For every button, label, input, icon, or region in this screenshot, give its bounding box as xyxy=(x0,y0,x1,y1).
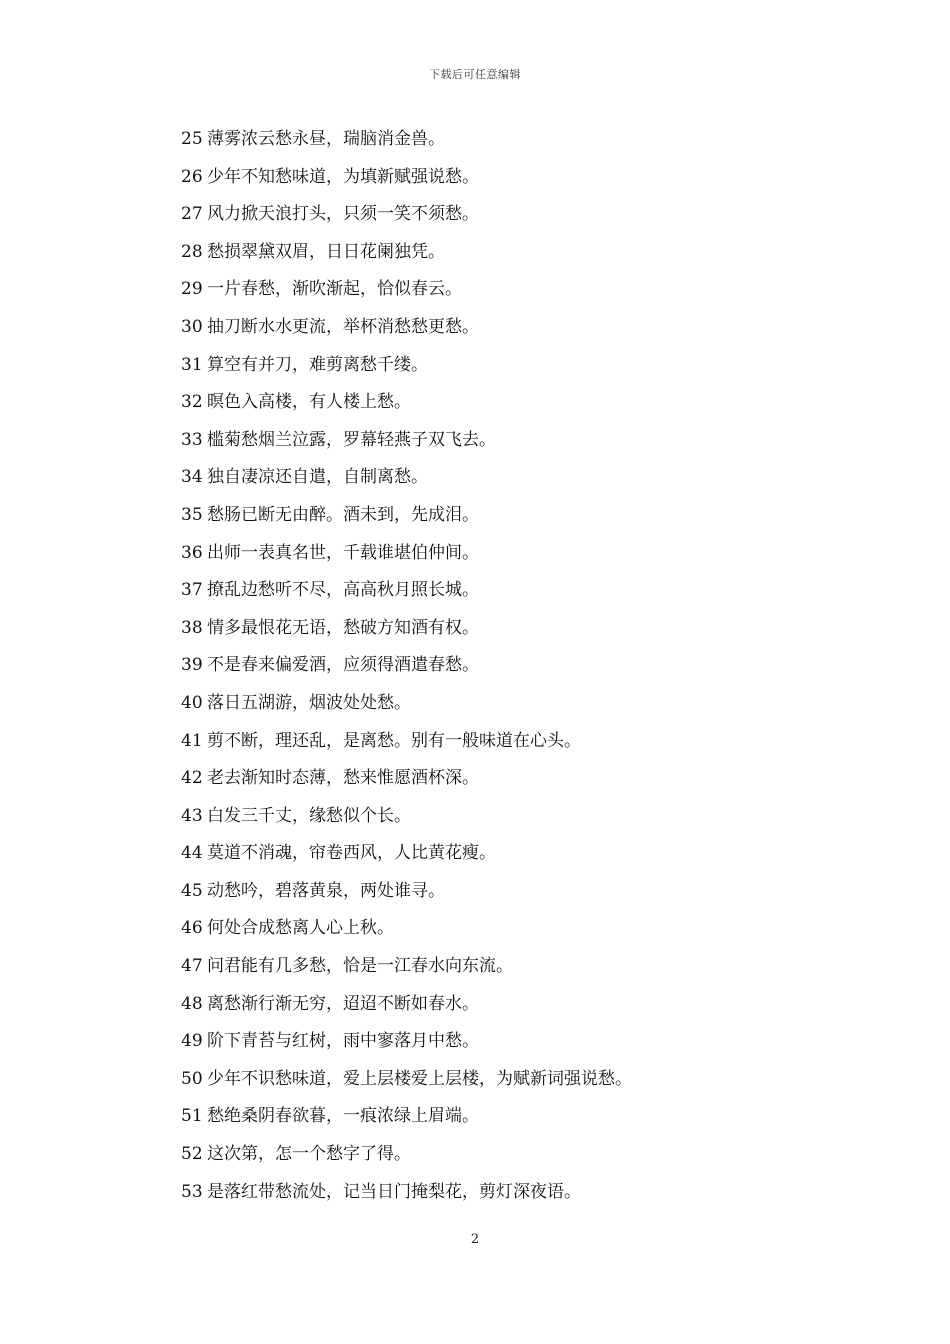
poem-line xyxy=(181,425,881,463)
line-text: 少年不知愁味道，为填新赋强说愁。 xyxy=(207,166,479,187)
poem-line-list xyxy=(181,124,881,1214)
line-number: 51 xyxy=(181,1106,203,1127)
line-text: 白发三千丈，缘愁似个长。 xyxy=(207,805,411,826)
line-text: 独自凄凉还自遣，自制离愁。 xyxy=(207,467,428,488)
line-number: 45 xyxy=(181,880,203,901)
poem-line xyxy=(181,1064,881,1102)
line-number: 37 xyxy=(181,580,203,601)
poem-line xyxy=(181,726,881,764)
line-number: 35 xyxy=(181,504,203,525)
line-text: 一片春愁，渐吹渐起，恰似春云。 xyxy=(207,279,462,300)
line-number: 49 xyxy=(181,1031,203,1052)
line-number: 48 xyxy=(181,993,203,1014)
line-text: 不是春来偏爱酒，应须得酒遣春愁。 xyxy=(207,655,479,676)
line-text: 情多最恨花无语，愁破方知酒有权。 xyxy=(207,617,479,638)
line-text: 愁肠已断无由醉。酒未到，先成泪。 xyxy=(207,504,479,525)
line-number: 50 xyxy=(181,1068,203,1089)
line-number: 36 xyxy=(181,542,203,563)
line-text: 槛菊愁烟兰泣露，罗幕轻燕子双飞去。 xyxy=(207,429,496,450)
line-text: 离愁渐行渐无穷，迢迢不断如春水。 xyxy=(207,993,479,1014)
line-number: 26 xyxy=(181,166,203,187)
line-text: 问君能有几多愁，恰是一江春水向东流。 xyxy=(207,956,513,977)
line-text: 算空有并刀，难剪离愁千缕。 xyxy=(207,354,428,375)
poem-line xyxy=(181,575,881,613)
line-number: 39 xyxy=(181,655,203,676)
line-number: 32 xyxy=(181,392,203,413)
poem-line xyxy=(181,350,881,388)
poem-line xyxy=(181,274,881,312)
line-number: 46 xyxy=(181,918,203,939)
line-number: 30 xyxy=(181,316,203,337)
line-text: 薄雾浓云愁永昼，瑞脑消金兽。 xyxy=(207,129,445,149)
line-number: 53 xyxy=(181,1181,203,1202)
poem-line xyxy=(181,1101,881,1139)
poem-line xyxy=(181,838,881,876)
line-text: 少年不识愁味道，爱上层楼爱上层楼，为赋新词强说愁。 xyxy=(207,1068,632,1089)
line-number: 25 xyxy=(181,129,203,149)
line-number: 34 xyxy=(181,467,203,488)
poem-line xyxy=(181,876,881,914)
page-number: 2 xyxy=(470,1232,480,1247)
poem-line xyxy=(181,387,881,425)
line-text: 出师一表真名世，千载谁堪伯仲间。 xyxy=(207,542,479,563)
poem-line xyxy=(181,162,881,200)
poem-line xyxy=(181,1177,881,1215)
poem-line xyxy=(181,500,881,538)
line-number: 44 xyxy=(181,843,203,864)
line-number: 28 xyxy=(181,241,203,262)
line-number: 52 xyxy=(181,1144,203,1165)
poem-line xyxy=(181,801,881,839)
poem-line xyxy=(181,199,881,237)
line-text: 撩乱边愁听不尽，高高秋月照长城。 xyxy=(207,580,479,601)
line-text: 何处合成愁离人心上秋。 xyxy=(207,918,394,939)
line-text: 暝色入高楼，有人楼上愁。 xyxy=(207,392,411,413)
line-number: 47 xyxy=(181,956,203,977)
line-text: 是落红带愁流处，记当日门掩梨花，剪灯深夜语。 xyxy=(207,1181,581,1202)
poem-line xyxy=(181,1026,881,1064)
line-number: 29 xyxy=(181,279,203,300)
line-number: 40 xyxy=(181,692,203,713)
line-text: 愁损翠黛双眉，日日花阑独凭。 xyxy=(207,241,445,262)
line-text: 动愁吟，碧落黄泉，两处谁寻。 xyxy=(207,880,445,901)
line-number: 27 xyxy=(181,204,203,225)
line-text: 抽刀断水水更流，举杯消愁愁更愁。 xyxy=(207,316,479,337)
line-number: 41 xyxy=(181,730,203,751)
poem-line xyxy=(181,989,881,1027)
poem-line xyxy=(181,462,881,500)
poem-line xyxy=(181,237,881,275)
line-number: 38 xyxy=(181,617,203,638)
line-number: 42 xyxy=(181,768,203,789)
poem-line xyxy=(181,650,881,688)
poem-line xyxy=(181,312,881,350)
line-text: 阶下青苔与红树，雨中寥落月中愁。 xyxy=(207,1031,479,1052)
line-number: 31 xyxy=(181,354,203,375)
poem-line xyxy=(181,538,881,576)
poem-line xyxy=(181,688,881,726)
line-text: 风力掀天浪打头，只须一笑不须愁。 xyxy=(207,204,479,225)
line-text: 愁绝桑阴春欲暮，一痕浓绿上眉端。 xyxy=(207,1106,479,1127)
line-text: 落日五湖游，烟波处处愁。 xyxy=(207,692,411,713)
poem-line xyxy=(181,124,881,162)
poem-line xyxy=(181,913,881,951)
page-header: 下载后可任意编辑 xyxy=(429,68,521,81)
line-text: 这次第，怎一个愁字了得。 xyxy=(207,1144,411,1165)
line-text: 剪不断，理还乱，是离愁。别有一般味道在心头。 xyxy=(207,730,581,751)
line-number: 43 xyxy=(181,805,203,826)
poem-line xyxy=(181,1139,881,1177)
poem-line xyxy=(181,613,881,651)
poem-line xyxy=(181,951,881,989)
line-number: 33 xyxy=(181,429,203,450)
poem-line xyxy=(181,763,881,801)
line-text: 莫道不消魂，帘卷西风，人比黄花瘦。 xyxy=(207,843,496,864)
line-text: 老去渐知时态薄，愁来惟愿酒杯深。 xyxy=(207,768,479,789)
